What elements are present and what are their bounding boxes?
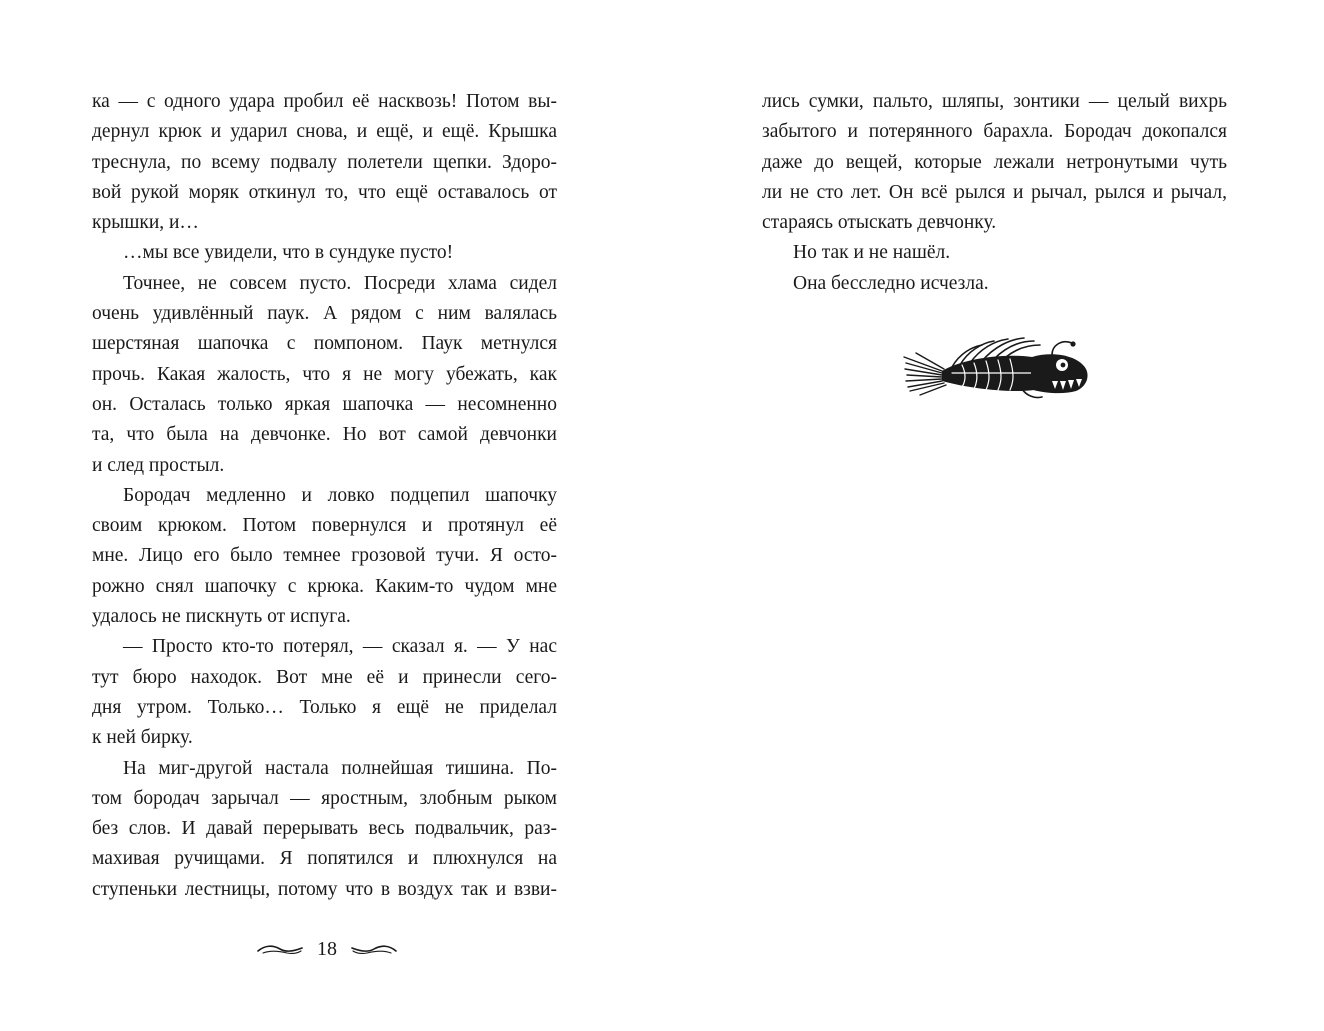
text-line: Точнее, не совсем пусто. Посреди хлама сидел <box>123 272 557 294</box>
text-line: очень удивлённый паук. А рядом с ним валялась <box>92 303 557 325</box>
text-line: дернул крюк и ударил снова, и ещё, и ещё. Крышка <box>92 121 557 143</box>
text-line: Но так и не нашёл. <box>793 242 951 264</box>
text-line: и след простыл. <box>92 454 225 476</box>
text-line: Она бесследно исчезла. <box>793 272 989 294</box>
text-line: даже до вещей, которые лежали нетронутыми чуть <box>762 151 1227 173</box>
text-line: ка — с одного удара пробил её насквозь! Потом вы- <box>92 91 557 112</box>
text-line: мне. Лицо его было темнее грозовой тучи. Я осто- <box>92 545 557 567</box>
text-line: треснула, по всему подвалу полетели щепки. Здоро- <box>92 151 557 173</box>
text-line: рожно снял шапочку с крюка. Каким-то чудом мне <box>92 575 557 597</box>
text-line: крышки, и… <box>92 212 199 234</box>
text-line: тут бюро находок. Вот мне её и принесли сего- <box>92 666 557 688</box>
text-line: прочь. Какая жалость, что я не могу убежать, как <box>92 363 557 385</box>
text-line: забытого и потерянного барахла. Бородач докопался <box>762 121 1227 143</box>
text-line: своим крюком. Потом повернулся и протянул её <box>92 515 557 537</box>
text-line: он. Осталась только яркая шапочка — несомненно <box>92 393 557 415</box>
text-line: удалось не пискнуть от испуга. <box>92 606 351 628</box>
right-page-text <box>762 87 1227 299</box>
text-line: стараясь отыскать девчонку. <box>762 212 997 234</box>
text-line: та, что была на девчонке. Но вот самой девчонки <box>92 424 557 446</box>
left-swash-ornament-icon <box>257 942 303 956</box>
page-number-folio <box>252 934 402 964</box>
text-line: шерстяная шапочка с помпоном. Паук метнулся <box>92 333 557 355</box>
text-line: том бородач зарычал — яростным, злобным рыком <box>92 787 557 809</box>
text-line: Бородач медленно и ловко подцепил шапочку <box>123 484 557 506</box>
text-line: На миг-другой настала полнейшая тишина. По- <box>123 757 557 779</box>
text-line: — Просто кто-то потерял, — сказал я. — У нас <box>123 636 557 658</box>
text-line: ли не сто лет. Он всё рылся и рычал, рылся и рычал, <box>762 181 1227 203</box>
text-line: махивая ручищами. Я попятился и плюхнулся на <box>92 848 557 870</box>
text-line: без слов. И давай перерывать весь подвальчик, раз- <box>92 818 557 840</box>
text-line: ступеньки лестницы, потому что в воздух так и взви- <box>92 878 557 900</box>
page-number: 18 <box>317 938 337 960</box>
text-line: вой рукой моряк откинул то, что ещё оставалось от <box>92 181 557 203</box>
right-swash-ornament-icon <box>351 942 397 956</box>
text-line: лись сумки, пальто, шляпы, зонтики — целый вихрь <box>762 91 1227 112</box>
anglerfish-skeleton-icon <box>902 335 1092 403</box>
left-page-text <box>92 87 557 905</box>
text-line: …мы все увидели, что в сундуке пусто! <box>123 242 454 264</box>
text-line: дня утром. Только… Только я ещё не приделал <box>92 696 557 718</box>
text-line: к ней бирку. <box>92 727 193 749</box>
